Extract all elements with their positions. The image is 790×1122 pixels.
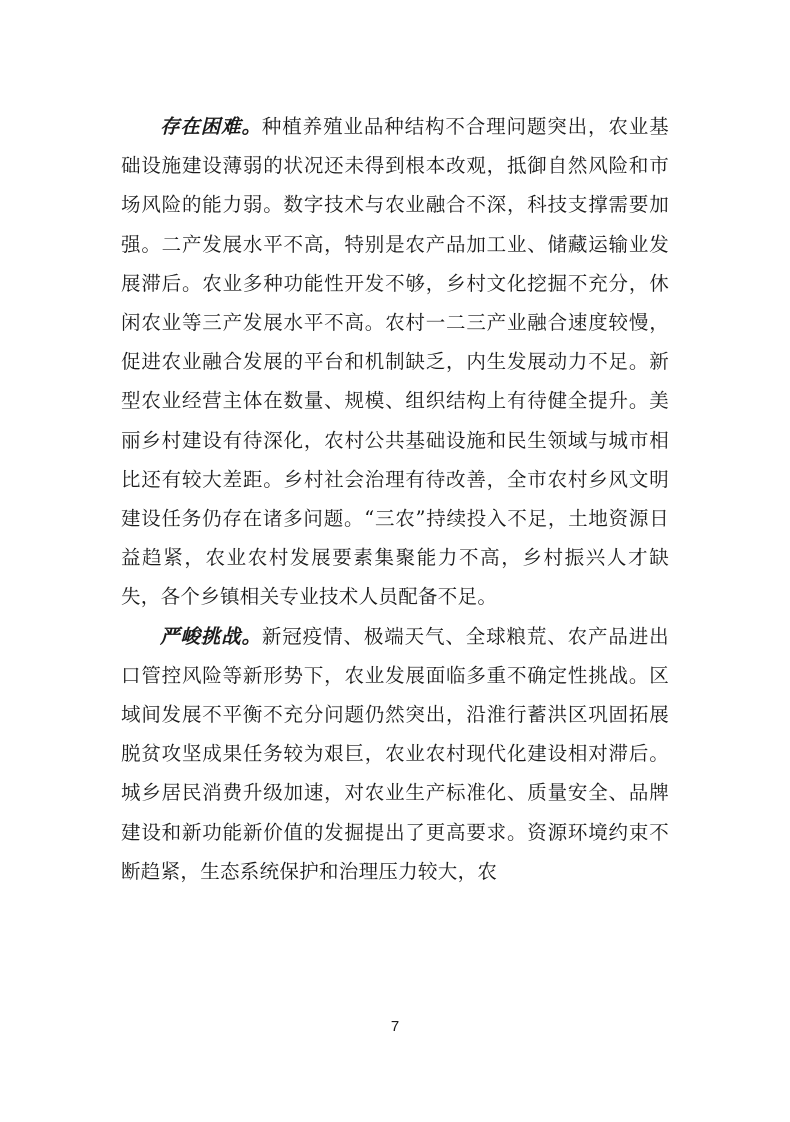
paragraph-lead-heading: 存在困难。 — [160, 115, 262, 138]
paragraph-lead-heading: 严峻挑战。 — [160, 624, 262, 648]
page-number: 7 — [390, 1018, 400, 1035]
paragraph-difficulties — [121, 107, 669, 617]
paragraph-challenges — [121, 617, 669, 891]
paragraph-text: 新冠疫情、极端天气、全球粮荒、农产品进出口管控风险等新形势下，农业发展面临多重不确定性挑战。区域间发展不平衡不充分问题仍然突出，沿淮行蓄洪区巩固拓展脱贫攻坚成果任务较为艰巨，农业农村现代化建设相对滞后。城乡居民消费升级加速，对农业生产标准化、质量安全、品牌建设和新功能新价值的发掘提出了更高要求。资源环境约束不断趋紧，生态系统保护和治理压力较大，农 — [121, 624, 669, 883]
document-body — [121, 107, 669, 891]
paragraph-text: 种植养殖业品种结构不合理问题突出，农业基础设施建设薄弱的状况还未得到根本改观，抵御自然风险和市场风险的能力弱。数字技术与农业融合不深，科技支撑需要加强。二产发展水平不高，特别是农产品加工业、储藏运输业发展滞后。农业多种功能性开发不够，乡村文化挖掘不充分，休闲农业等三产发展水平不高。农村一二三产业融合速度较慢，促进农业融合发展的平台和机制缺乏，内生发展动力不足。新型农业经营主体在数量、规模、组织结构上有待健全提升。美丽乡村建设有待深化，农村公共基础设施和民生领域与城市相比还有较大差距。乡村社会治理有待改善，全市农村乡风文明建设任务仍存在诸多问题。“三农”持续投入不足，土地资源日益趋紧，农业农村发展要素集聚能力不高，乡村振兴人才缺失，各个乡镇相关专业技术人员配备不足。 — [121, 115, 669, 609]
